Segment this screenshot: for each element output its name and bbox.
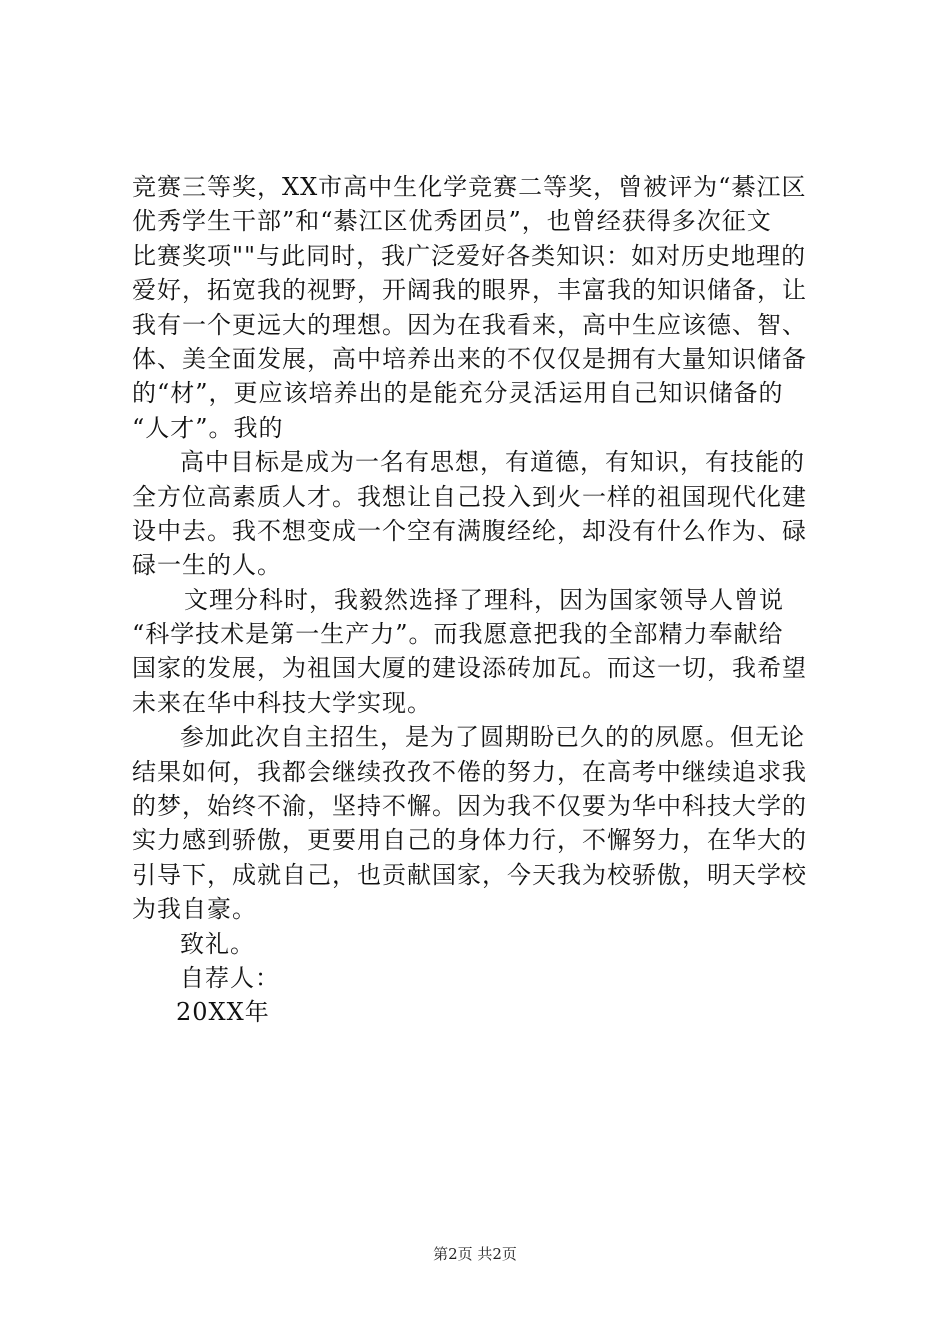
text-line: 优秀学生干部”和“綦江区优秀团员”，也曾经获得多次征文: [132, 207, 772, 236]
paragraph-start-line: 参加此次自主招生，是为了圆期盼已久的的夙愿。但无论: [180, 723, 805, 752]
text-line: 爱好，拓宽我的视野，开阔我的眼界，丰富我的知识储备，让: [132, 276, 807, 305]
text-line: 竞赛三等奖，XX市高中生化学竞赛二等奖，曾被评为“綦江区: [132, 173, 807, 201]
text-line: 国家的发展，为祖国大厦的建设添砖加瓦。而这一切，我希望: [132, 654, 807, 683]
text-line: 的梦，始终不渝，坚持不懈。因为我不仅要为华中科技大学的: [132, 792, 807, 821]
text-line: 未来在华中科技大学实现。: [132, 688, 432, 717]
text-line: 引导下，成就自己，也贡献国家，今天我为校骄傲，明天学校: [132, 860, 807, 889]
signature-date: 20XX年: [176, 998, 270, 1027]
text-line: “科学技术是第一生产力”。而我愿意把我的全部精力奉献给: [132, 620, 784, 649]
paragraph-start-line: 高中目标是成为一名有思想，有道德，有知识，有技能的: [180, 448, 805, 477]
paragraph-start-line: 文理分科时，我毅然选择了理科，因为国家领导人曾说: [184, 585, 784, 614]
text-line: 的“材”，更应该培养出的是能充分灵活运用自己知识储备的: [132, 379, 784, 408]
text-line: 体、美全面发展，高中培养出来的不仅仅是拥有大量知识储备: [132, 344, 807, 373]
text-line: 设中去。我不想变成一个空有满腹经纶，却没有什么作为、碌: [132, 516, 807, 545]
page-number-footer: 第2页 共2页: [433, 1245, 517, 1263]
text-line: “人才”。我的: [132, 413, 284, 442]
closing-salutation: 致礼。: [180, 929, 255, 958]
text-line: 比赛奖项""与此同时，我广泛爱好各类知识：如对历史地理的: [132, 241, 807, 270]
text-line: 结果如何，我都会继续孜孜不倦的努力，在高考中继续追求我: [132, 757, 807, 786]
text-line: 为我自豪。: [132, 895, 257, 924]
letter-body: [132, 170, 832, 1030]
text-line: 实力感到骄傲，更要用自己的身体力行，不懈努力，在华大的: [132, 826, 807, 855]
text-line: 碌一生的人。: [132, 551, 282, 580]
text-line: 我有一个更远大的理想。因为在我看来，高中生应该德、智、: [132, 310, 807, 339]
text-line: 全方位高素质人才。我想让自己投入到火一样的祖国现代化建: [132, 482, 807, 511]
signature-label: 自荐人：: [180, 963, 280, 992]
